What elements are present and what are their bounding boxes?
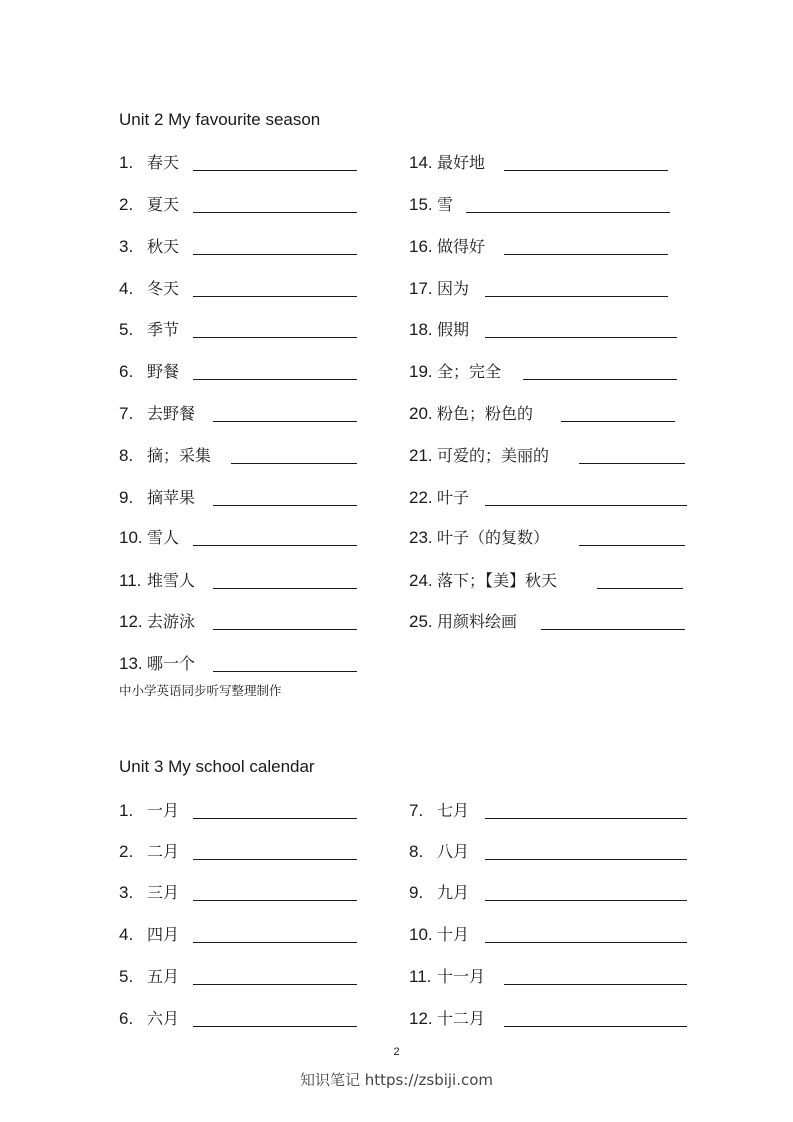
item-number: 7. <box>119 404 134 423</box>
answer-blank-line[interactable] <box>193 337 357 338</box>
item-chinese-word: 去游泳 <box>147 612 196 631</box>
item-number: 14. <box>409 153 433 172</box>
item-chinese-word: 三月 <box>147 883 180 902</box>
unit3-item-8 <box>409 840 469 862</box>
item-chinese-word: 雪 <box>437 195 454 214</box>
answer-blank-line[interactable] <box>485 296 668 297</box>
answer-blank-line[interactable] <box>523 379 677 380</box>
item-chinese-word: 冬天 <box>147 279 180 298</box>
item-number: 6. <box>119 1009 134 1028</box>
unit3-title: Unit 3 My school calendar <box>119 757 315 776</box>
answer-blank-line[interactable] <box>193 379 357 380</box>
item-number: 18. <box>409 320 433 339</box>
unit3-item-9 <box>409 881 469 903</box>
answer-blank-line[interactable] <box>504 254 668 255</box>
answer-blank-line[interactable] <box>213 505 357 506</box>
footer-note: 中小学英语同步听写整理制作 <box>119 683 282 698</box>
unit3-item-7 <box>409 799 469 821</box>
unit2-item-24 <box>409 569 557 591</box>
unit2-item-6 <box>119 360 179 382</box>
answer-blank-line[interactable] <box>193 545 357 546</box>
answer-blank-line[interactable] <box>193 254 357 255</box>
item-chinese-word: 可爱的；美丽的 <box>437 446 550 465</box>
item-number: 4. <box>119 925 134 944</box>
item-chinese-word: 十二月 <box>437 1009 486 1028</box>
item-number: 13. <box>119 654 143 673</box>
item-number: 24. <box>409 571 433 590</box>
answer-blank-line[interactable] <box>541 629 685 630</box>
item-number: 15. <box>409 195 433 214</box>
unit3-item-12 <box>409 1007 485 1029</box>
unit2-item-18 <box>409 318 469 340</box>
answer-blank-line[interactable] <box>485 900 687 901</box>
answer-blank-line[interactable] <box>485 337 677 338</box>
unit2-item-16 <box>409 235 485 257</box>
item-chinese-word: 春天 <box>147 153 180 172</box>
unit2-item-14 <box>409 151 485 173</box>
unit2-item-15 <box>409 193 453 215</box>
item-chinese-word: 粉色；粉色的 <box>437 404 534 423</box>
item-chinese-word: 摘；采集 <box>147 446 212 465</box>
unit3-item-5 <box>119 965 179 987</box>
item-number: 8. <box>409 842 424 861</box>
answer-blank-line[interactable] <box>193 818 357 819</box>
item-chinese-word: 假期 <box>437 320 470 339</box>
item-chinese-word: 叶子 <box>437 488 470 507</box>
item-number: 2. <box>119 842 134 861</box>
answer-blank-line[interactable] <box>193 296 357 297</box>
item-number: 21. <box>409 446 433 465</box>
unit3-item-3 <box>119 881 179 903</box>
watermark: 知识笔记 https://zsbiji.com <box>299 1071 494 1089</box>
answer-blank-line[interactable] <box>504 984 687 985</box>
item-chinese-word: 去野餐 <box>147 404 196 423</box>
answer-blank-line[interactable] <box>213 629 357 630</box>
item-number: 7. <box>409 801 424 820</box>
unit2-item-17 <box>409 277 469 299</box>
item-number: 16. <box>409 237 433 256</box>
unit3-item-6 <box>119 1007 179 1029</box>
item-chinese-word: 五月 <box>147 967 180 986</box>
unit2-item-13 <box>119 652 195 674</box>
answer-blank-line[interactable] <box>485 505 687 506</box>
item-chinese-word: 落下；【美】秋天 <box>437 571 558 590</box>
item-number: 2. <box>119 195 134 214</box>
item-number: 5. <box>119 967 134 986</box>
item-number: 20. <box>409 404 433 423</box>
item-chinese-word: 做得好 <box>437 237 486 256</box>
answer-blank-line[interactable] <box>193 942 357 943</box>
item-chinese-word: 全；完全 <box>437 362 502 381</box>
unit2-item-23 <box>409 526 549 548</box>
answer-blank-line[interactable] <box>561 421 675 422</box>
unit2-item-22 <box>409 486 469 508</box>
item-number: 5. <box>119 320 134 339</box>
unit3-item-10 <box>409 923 469 945</box>
unit3-item-2 <box>119 840 179 862</box>
item-chinese-word: 秋天 <box>147 237 180 256</box>
item-number: 3. <box>119 883 134 902</box>
item-number: 11. <box>119 571 142 590</box>
item-number: 12. <box>119 612 143 631</box>
item-chinese-word: 二月 <box>147 842 180 861</box>
item-number: 9. <box>409 883 424 902</box>
unit2-item-19 <box>409 360 501 382</box>
item-chinese-word: 因为 <box>437 279 470 298</box>
item-chinese-word: 一月 <box>147 801 180 820</box>
unit2-item-3 <box>119 235 179 257</box>
item-number: 6. <box>119 362 134 381</box>
item-chinese-word: 野餐 <box>147 362 180 381</box>
answer-blank-line[interactable] <box>193 984 357 985</box>
item-chinese-word: 堆雪人 <box>147 571 196 590</box>
unit2-item-4 <box>119 277 179 299</box>
item-chinese-word: 六月 <box>147 1009 180 1028</box>
unit3-item-11 <box>409 965 485 987</box>
unit2-item-2 <box>119 193 179 215</box>
item-chinese-word: 七月 <box>437 801 470 820</box>
answer-blank-line[interactable] <box>213 671 357 672</box>
item-chinese-word: 哪一个 <box>147 654 196 673</box>
unit2-item-12 <box>119 610 195 632</box>
answer-blank-line[interactable] <box>485 942 687 943</box>
item-number: 25. <box>409 612 433 631</box>
item-chinese-word: 最好地 <box>437 153 486 172</box>
unit2-item-10 <box>119 526 179 548</box>
item-number: 4. <box>119 279 134 298</box>
item-chinese-word: 雪人 <box>147 528 180 547</box>
item-number: 12. <box>409 1009 433 1028</box>
unit2-item-11 <box>119 569 195 591</box>
item-number: 8. <box>119 446 134 465</box>
item-chinese-word: 季节 <box>147 320 180 339</box>
item-chinese-word: 十月 <box>437 925 470 944</box>
unit2-item-1 <box>119 151 179 173</box>
unit2-item-20 <box>409 402 533 424</box>
item-chinese-word: 用颜料绘画 <box>437 612 518 631</box>
answer-blank-line[interactable] <box>193 859 357 860</box>
item-chinese-word: 摘苹果 <box>147 488 196 507</box>
unit2-item-5 <box>119 318 179 340</box>
unit3-item-1 <box>119 799 179 821</box>
item-number: 11. <box>409 967 432 986</box>
answer-blank-line[interactable] <box>193 212 357 213</box>
unit2-item-21 <box>409 444 549 466</box>
item-chinese-word: 叶子（的复数） <box>437 528 550 547</box>
unit2-item-7 <box>119 402 195 424</box>
item-number: 17. <box>409 279 433 298</box>
answer-blank-line[interactable] <box>193 900 357 901</box>
answer-blank-line[interactable] <box>579 545 685 546</box>
item-chinese-word: 九月 <box>437 883 470 902</box>
answer-blank-line[interactable] <box>597 588 683 589</box>
item-chinese-word: 夏天 <box>147 195 180 214</box>
answer-blank-line[interactable] <box>231 463 357 464</box>
item-number: 19. <box>409 362 433 381</box>
unit2-item-8 <box>119 444 211 466</box>
answer-blank-line[interactable] <box>193 170 357 171</box>
answer-blank-line[interactable] <box>466 212 670 213</box>
unit2-title: Unit 2 My favourite season <box>119 110 321 129</box>
item-chinese-word: 四月 <box>147 925 180 944</box>
answer-blank-line[interactable] <box>579 463 685 464</box>
item-number: 3. <box>119 237 134 256</box>
answer-blank-line[interactable] <box>193 1026 357 1027</box>
item-chinese-word: 十一月 <box>437 967 486 986</box>
item-number: 23. <box>409 528 433 547</box>
unit2-item-25 <box>409 610 517 632</box>
unit3-item-4 <box>119 923 179 945</box>
item-chinese-word: 八月 <box>437 842 470 861</box>
unit2-item-9 <box>119 486 195 508</box>
answer-blank-line[interactable] <box>504 1026 687 1027</box>
item-number: 9. <box>119 488 134 507</box>
item-number: 10. <box>119 528 143 547</box>
item-number: 1. <box>119 801 134 820</box>
page-number: 2 <box>393 1046 400 1058</box>
item-number: 22. <box>409 488 433 507</box>
answer-blank-line[interactable] <box>213 421 357 422</box>
answer-blank-line[interactable] <box>485 818 687 819</box>
answer-blank-line[interactable] <box>485 859 687 860</box>
answer-blank-line[interactable] <box>504 170 668 171</box>
answer-blank-line[interactable] <box>213 588 357 589</box>
item-number: 1. <box>119 153 134 172</box>
item-number: 10. <box>409 925 433 944</box>
